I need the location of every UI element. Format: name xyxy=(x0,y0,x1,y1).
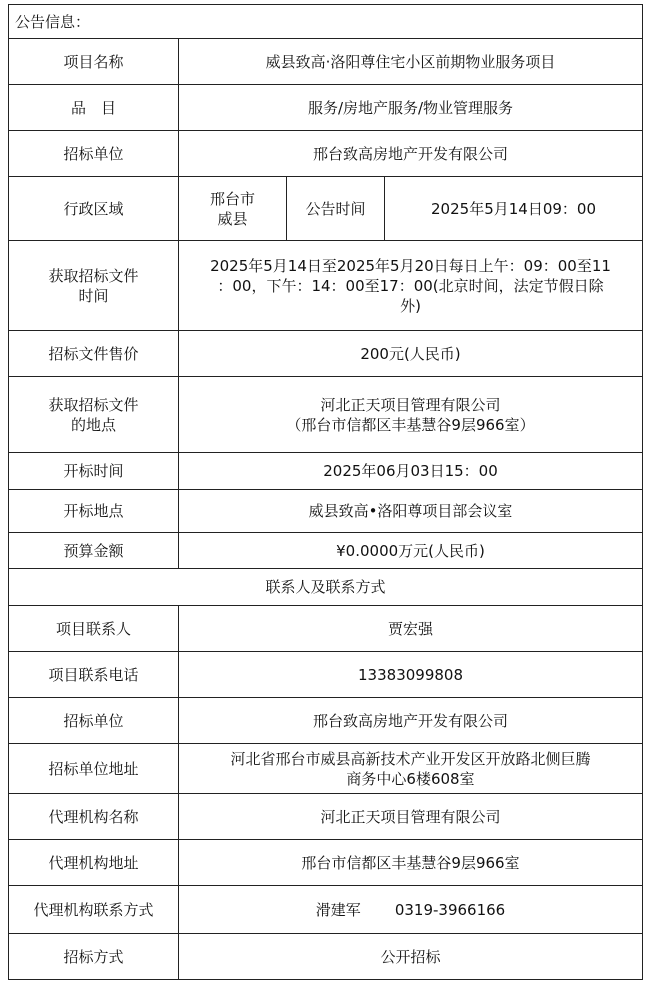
doc-price-value: 200元(人民币) xyxy=(179,331,643,377)
doc-place-line2: （邢台市信都区丰基慧谷9层966室） xyxy=(286,415,535,434)
project-name-label: 项目名称 xyxy=(9,39,179,85)
contact-tender-unit-label: 招标单位 xyxy=(9,698,179,744)
budget-label: 预算金额 xyxy=(9,533,179,569)
doc-time-line3: 外) xyxy=(400,296,421,315)
row-open-time xyxy=(9,453,643,490)
doc-place-label xyxy=(9,377,179,453)
open-place-value: 威县致高•洛阳尊项目部会议室 xyxy=(179,490,643,533)
agency-contact-value xyxy=(179,886,643,934)
doc-place-label-line2: 的地点 xyxy=(70,415,116,434)
doc-price-label: 招标文件售价 xyxy=(9,331,179,377)
contact-section-row xyxy=(9,569,643,606)
doc-time-label xyxy=(9,241,179,331)
open-place-label: 开标地点 xyxy=(9,490,179,533)
row-tender-unit xyxy=(9,131,643,177)
agency-name-value: 河北正天项目管理有限公司 xyxy=(179,794,643,840)
open-time-label: 开标时间 xyxy=(9,453,179,490)
open-time-value: 2025年06月03日15：00 xyxy=(179,453,643,490)
region-city: 邢台市 xyxy=(209,189,255,208)
region-label: 行政区域 xyxy=(9,177,179,241)
row-tender-method xyxy=(9,934,643,980)
project-name-value: 威县致高·洛阳尊住宅小区前期物业服务项目 xyxy=(179,39,643,85)
region-county: 威县 xyxy=(217,209,248,228)
contact-tender-unit-value: 邢台致高房地产开发有限公司 xyxy=(179,698,643,744)
project-phone-label: 项目联系电话 xyxy=(9,652,179,698)
notice-table xyxy=(8,4,643,980)
agency-contact-label: 代理机构联系方式 xyxy=(9,886,179,934)
agency-contact-phone: 0319-3966166 xyxy=(394,900,506,919)
project-contact-label: 项目联系人 xyxy=(9,606,179,652)
row-project-name xyxy=(9,39,643,85)
doc-time-value xyxy=(179,241,643,331)
publish-time-value: 2025年5月14日09：00 xyxy=(385,177,643,241)
doc-place-label-line1: 获取招标文件 xyxy=(48,395,139,414)
row-doc-place xyxy=(9,377,643,453)
doc-time-label-line2: 时间 xyxy=(78,286,109,305)
row-region xyxy=(9,177,643,241)
doc-place-line1: 河北正天项目管理有限公司 xyxy=(320,395,501,414)
row-category xyxy=(9,85,643,131)
row-doc-time xyxy=(9,241,643,331)
publish-time-label: 公告时间 xyxy=(287,177,385,241)
row-doc-price xyxy=(9,331,643,377)
doc-place-value xyxy=(179,377,643,453)
doc-time-line1: 2025年5月14日至2025年5月20日每日上午：09：00至11 xyxy=(210,256,611,275)
row-open-place xyxy=(9,490,643,533)
project-phone-value: 13383099808 xyxy=(179,652,643,698)
tender-method-label: 招标方式 xyxy=(9,934,179,980)
agency-name-label: 代理机构名称 xyxy=(9,794,179,840)
row-tender-address xyxy=(9,744,643,794)
agency-address-value: 邢台市信都区丰基慧谷9层966室 xyxy=(179,840,643,886)
row-project-phone xyxy=(9,652,643,698)
row-budget xyxy=(9,533,643,569)
budget-value: ¥0.0000万元(人民币) xyxy=(179,533,643,569)
tender-method-value: 公开招标 xyxy=(179,934,643,980)
notice-header-row xyxy=(9,5,643,39)
notice-header: 公告信息： xyxy=(9,5,643,39)
row-contact-tender-unit xyxy=(9,698,643,744)
agency-address-label: 代理机构地址 xyxy=(9,840,179,886)
category-label: 品 目 xyxy=(9,85,179,131)
tender-address-line2: 商务中心6楼608室 xyxy=(346,769,475,788)
contact-section-title: 联系人及联系方式 xyxy=(9,569,643,606)
tender-address-value xyxy=(179,744,643,794)
row-agency-name xyxy=(9,794,643,840)
tender-unit-label: 招标单位 xyxy=(9,131,179,177)
row-project-contact xyxy=(9,606,643,652)
doc-time-line2: ：00，下午：14：00至17：00(北京时间，法定节假日除 xyxy=(217,276,604,295)
category-value: 服务/房地产服务/物业管理服务 xyxy=(179,85,643,131)
doc-time-label-line1: 获取招标文件 xyxy=(48,266,139,285)
tender-address-line1: 河北省邢台市威县高新技术产业开发区开放路北侧巨腾 xyxy=(230,749,591,768)
region-value xyxy=(179,177,287,241)
row-agency-address xyxy=(9,840,643,886)
tender-unit-value: 邢台致高房地产开发有限公司 xyxy=(179,131,643,177)
agency-contact-person: 滑建军 xyxy=(315,900,361,919)
tender-address-label: 招标单位地址 xyxy=(9,744,179,794)
row-agency-contact xyxy=(9,886,643,934)
project-contact-value: 贾宏强 xyxy=(179,606,643,652)
